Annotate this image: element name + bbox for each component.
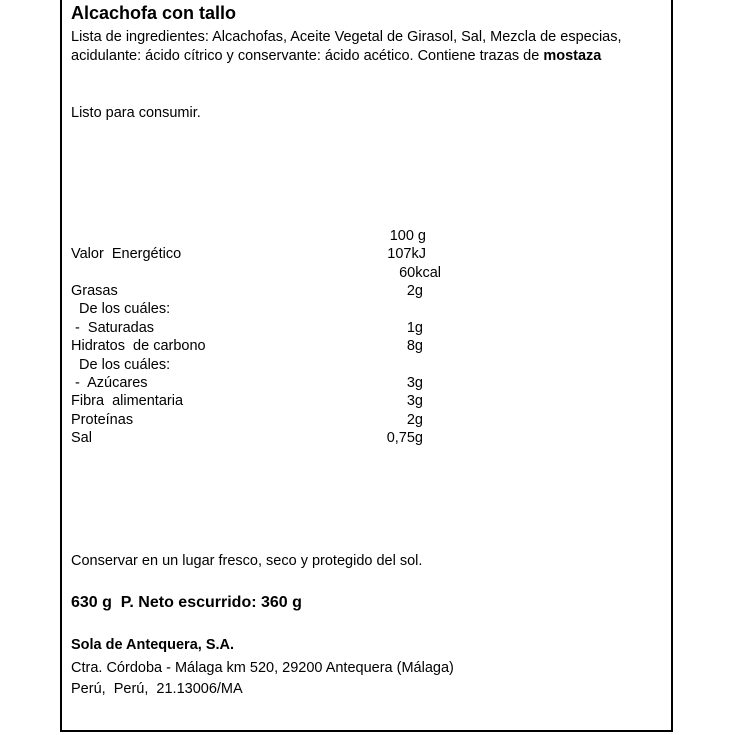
nutrition-row-value: 0,75g (386, 430, 423, 447)
origin-code: Perú, Perú, 21.13006/MA (71, 681, 243, 697)
nutrition-row-value: 2g (406, 411, 423, 428)
energy-kj: 107kJ (387, 246, 426, 262)
energy-kcal: 60kcal (399, 265, 441, 281)
nutrition-row-label: Hidratos de carbono (71, 338, 206, 355)
nutrition-row-label: - Saturadas (71, 319, 155, 336)
nutrition-row-value: 1g (406, 319, 423, 336)
product-title: Alcachofa con tallo (71, 3, 237, 23)
net-weight: 630 g P. Neto escurrido: 360 g (71, 594, 302, 611)
ready-to-eat-text: Listo para consumir. (71, 105, 201, 121)
company-name: Sola de Antequera, S.A. (71, 637, 235, 653)
nutrition-row-label: Grasas (71, 283, 118, 299)
ingredients-list: Lista de ingredientes: Alcachofas, Aceite Vegetal de Girasol, Sal, Mezcla de especias, acidulante: ácido cítrico y conservante: ácido acético. Contiene trazas de (71, 29, 622, 64)
allergen-text: mostaza (543, 47, 602, 64)
energy-label: Valor Energético (71, 246, 182, 262)
company-address: Ctra. Córdoba - Málaga km 520, 29200 Antequera (Málaga) (71, 660, 454, 676)
storage-text: Conservar en un lugar fresco, seco y protegido del sol. (71, 553, 423, 569)
nutrition-row-value: 8g (406, 338, 423, 355)
nutrition-row-value: 2g (406, 283, 423, 299)
nutrition-row-label: De los cuáles: (71, 356, 171, 373)
nutrition-row-value: 3g (406, 393, 423, 410)
nutrition-row-label: Fibra alimentaria (71, 393, 184, 410)
nutrition-row-value: 3g (406, 375, 423, 391)
nutrition-row-label: Sal (71, 430, 92, 447)
nutrition-row-label: - Azúcares (71, 375, 148, 391)
ingredients-text (71, 28, 661, 65)
nutrition-per-header: 100 g (389, 228, 426, 244)
nutrition-row-label: Proteínas (71, 411, 134, 428)
nutrition-row-label: De los cuáles: (71, 301, 171, 318)
